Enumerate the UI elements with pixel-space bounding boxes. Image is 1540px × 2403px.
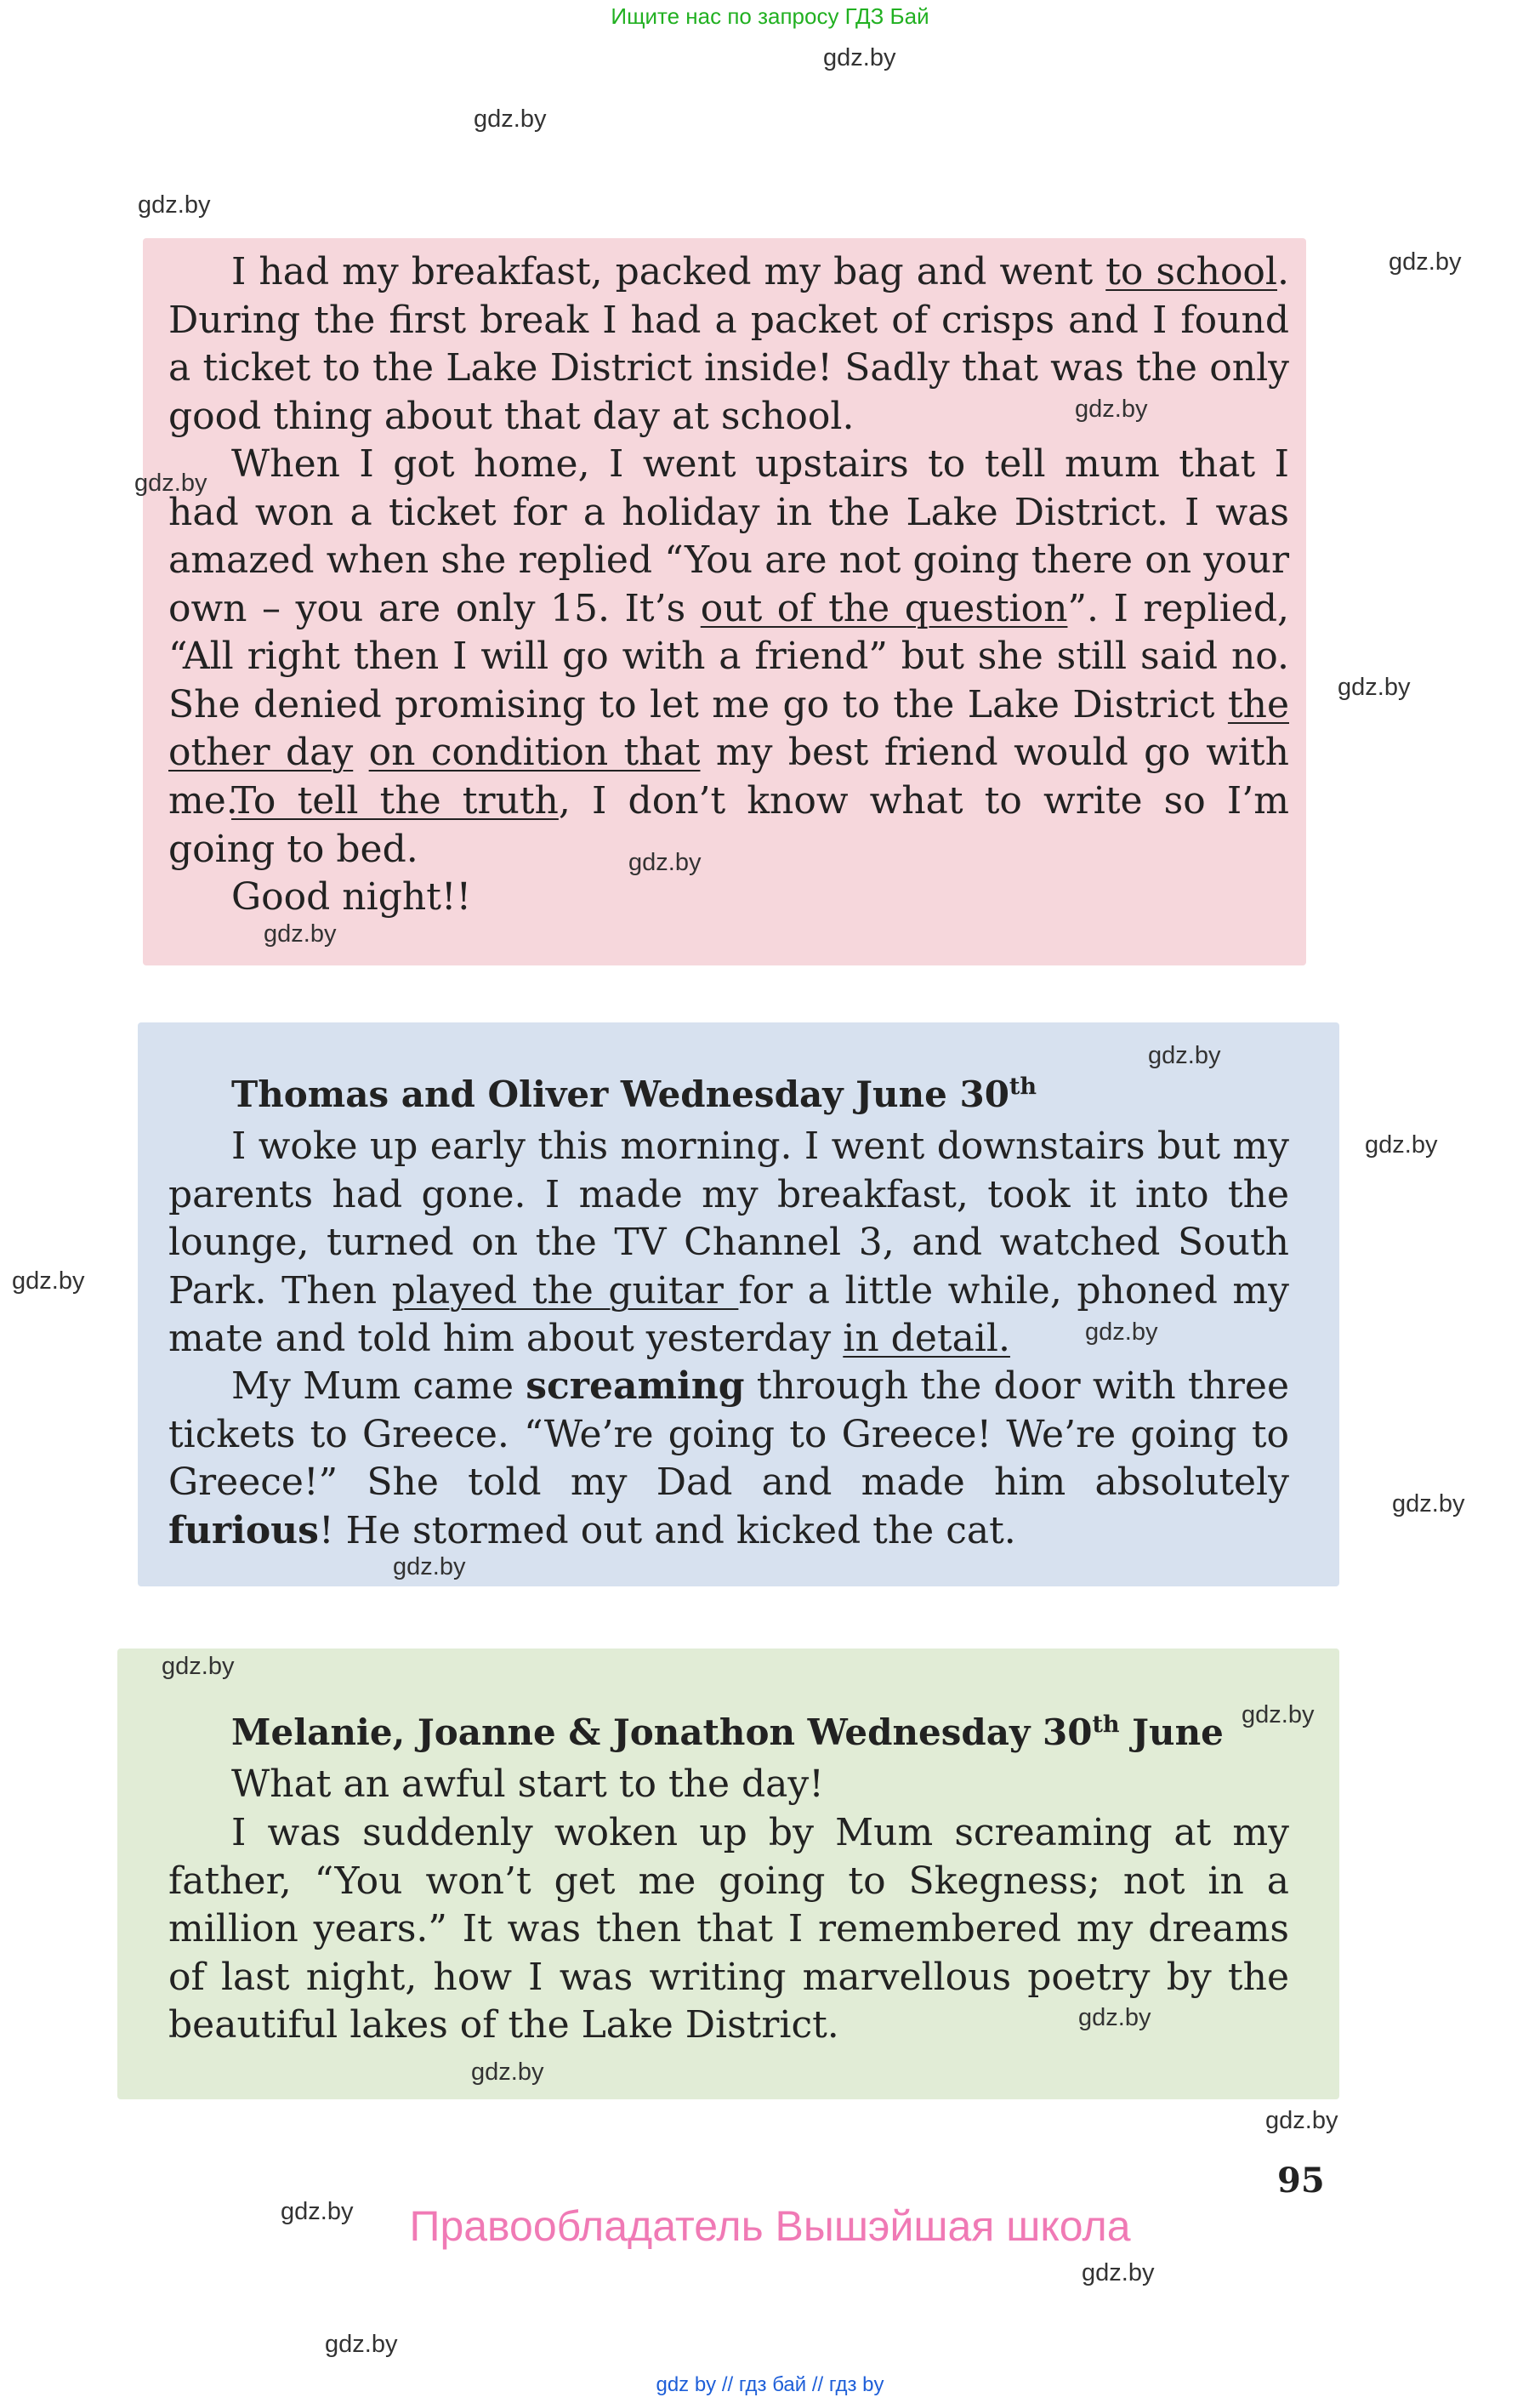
copyright-notice: Правообладатель Вышэйшая школа	[409, 2202, 1131, 2250]
watermark: gdz.by	[1078, 2004, 1151, 2031]
watermark: gdz.by	[264, 920, 337, 948]
watermark: gdz.by	[393, 1553, 466, 1580]
watermark: gdz.by	[138, 191, 211, 219]
watermark: gdz.by	[1392, 1490, 1465, 1518]
green-paragraph-2: I was suddenly woken up by Mum screaming at my father, “You won’t get me going to Skegness; not in a million years.” It was then that I remembered my dreams of last night, how I was writing marvellous poetry by the beautiful lakes of the Lake District.	[168, 1811, 1289, 2047]
green-paragraph-1: What an awful start to the day!	[231, 1762, 824, 1806]
watermark: gdz.by	[1148, 1042, 1221, 1069]
blue-paragraph-1: I woke up early this morning. I went downstairs but my parents had gone. I made my breakfast, took it into the lounge, turned on the TV Channel 3, and watched South Park. Then played the guitar for a little while, phoned my mate and told him about yesterday in detail.	[168, 1125, 1289, 1360]
watermark: gdz.by	[628, 849, 702, 876]
watermark: gdz.by	[162, 1653, 235, 1680]
bottom-links[interactable]: gdz by // гдз бай // гдз by	[656, 2373, 884, 2396]
green-heading-sup: th	[1092, 1711, 1120, 1738]
watermark: gdz.by	[1082, 2259, 1155, 2286]
watermark: gdz.by	[823, 44, 896, 71]
watermark: gdz.by	[1338, 674, 1411, 701]
watermark: gdz.by	[12, 1267, 85, 1295]
watermark: gdz.by	[471, 2058, 544, 2086]
page-number: 95	[1277, 2161, 1325, 2201]
pink-paragraph-4: Good night!!	[231, 875, 472, 919]
watermark: gdz.by	[1265, 2107, 1338, 2134]
pink-paragraph-1: I had my breakfast, packed my bag and went to school. During the first break I had a packet of crisps and I found a ticket to the Lake District inside! Sadly that was the only good thing about that day at school.	[168, 250, 1289, 438]
green-heading: Melanie, Joanne & Jonathon Wednesday 30th June	[231, 1711, 1224, 1753]
watermark: gdz.by	[281, 2198, 354, 2225]
watermark: gdz.by	[1075, 396, 1148, 423]
watermark: gdz.by	[1389, 248, 1462, 276]
watermark: gdz.by	[134, 470, 207, 497]
watermark: gdz.by	[325, 2331, 398, 2358]
watermark: gdz.by	[474, 105, 547, 133]
top-banner[interactable]: Ищите нас по запросу ГДЗ Бай	[611, 3, 929, 29]
watermark: gdz.by	[1242, 1701, 1315, 1728]
pink-paragraph-3: To tell the truth, I don’t know what to write so I’m going to bed.	[168, 779, 1289, 871]
blue-heading-sup: th	[1009, 1073, 1037, 1100]
blue-paragraph-2: My Mum came screaming through the door with three tickets to Greece. “We’re going to Greece! We’re going to Greece!” She told my Dad and made him absolutely furious! He stormed out and kicked the cat.	[168, 1364, 1289, 1552]
pink-paragraph-2: When I got home, I went upstairs to tell mum that I had won a ticket for a holiday in the Lake District. I was amazed when she replied “You are not going there on your own – you are only 15. It’s out of the question”. I replied, “All right then I will go with a friend” but she still said no. She denied promising to let me go to the Lake District the other day on condition that my best friend would go with me.	[168, 442, 1289, 823]
blue-heading: Thomas and Oliver Wednesday June 30th	[231, 1073, 1037, 1115]
watermark: gdz.by	[1085, 1318, 1158, 1346]
watermark: gdz.by	[1365, 1131, 1438, 1159]
